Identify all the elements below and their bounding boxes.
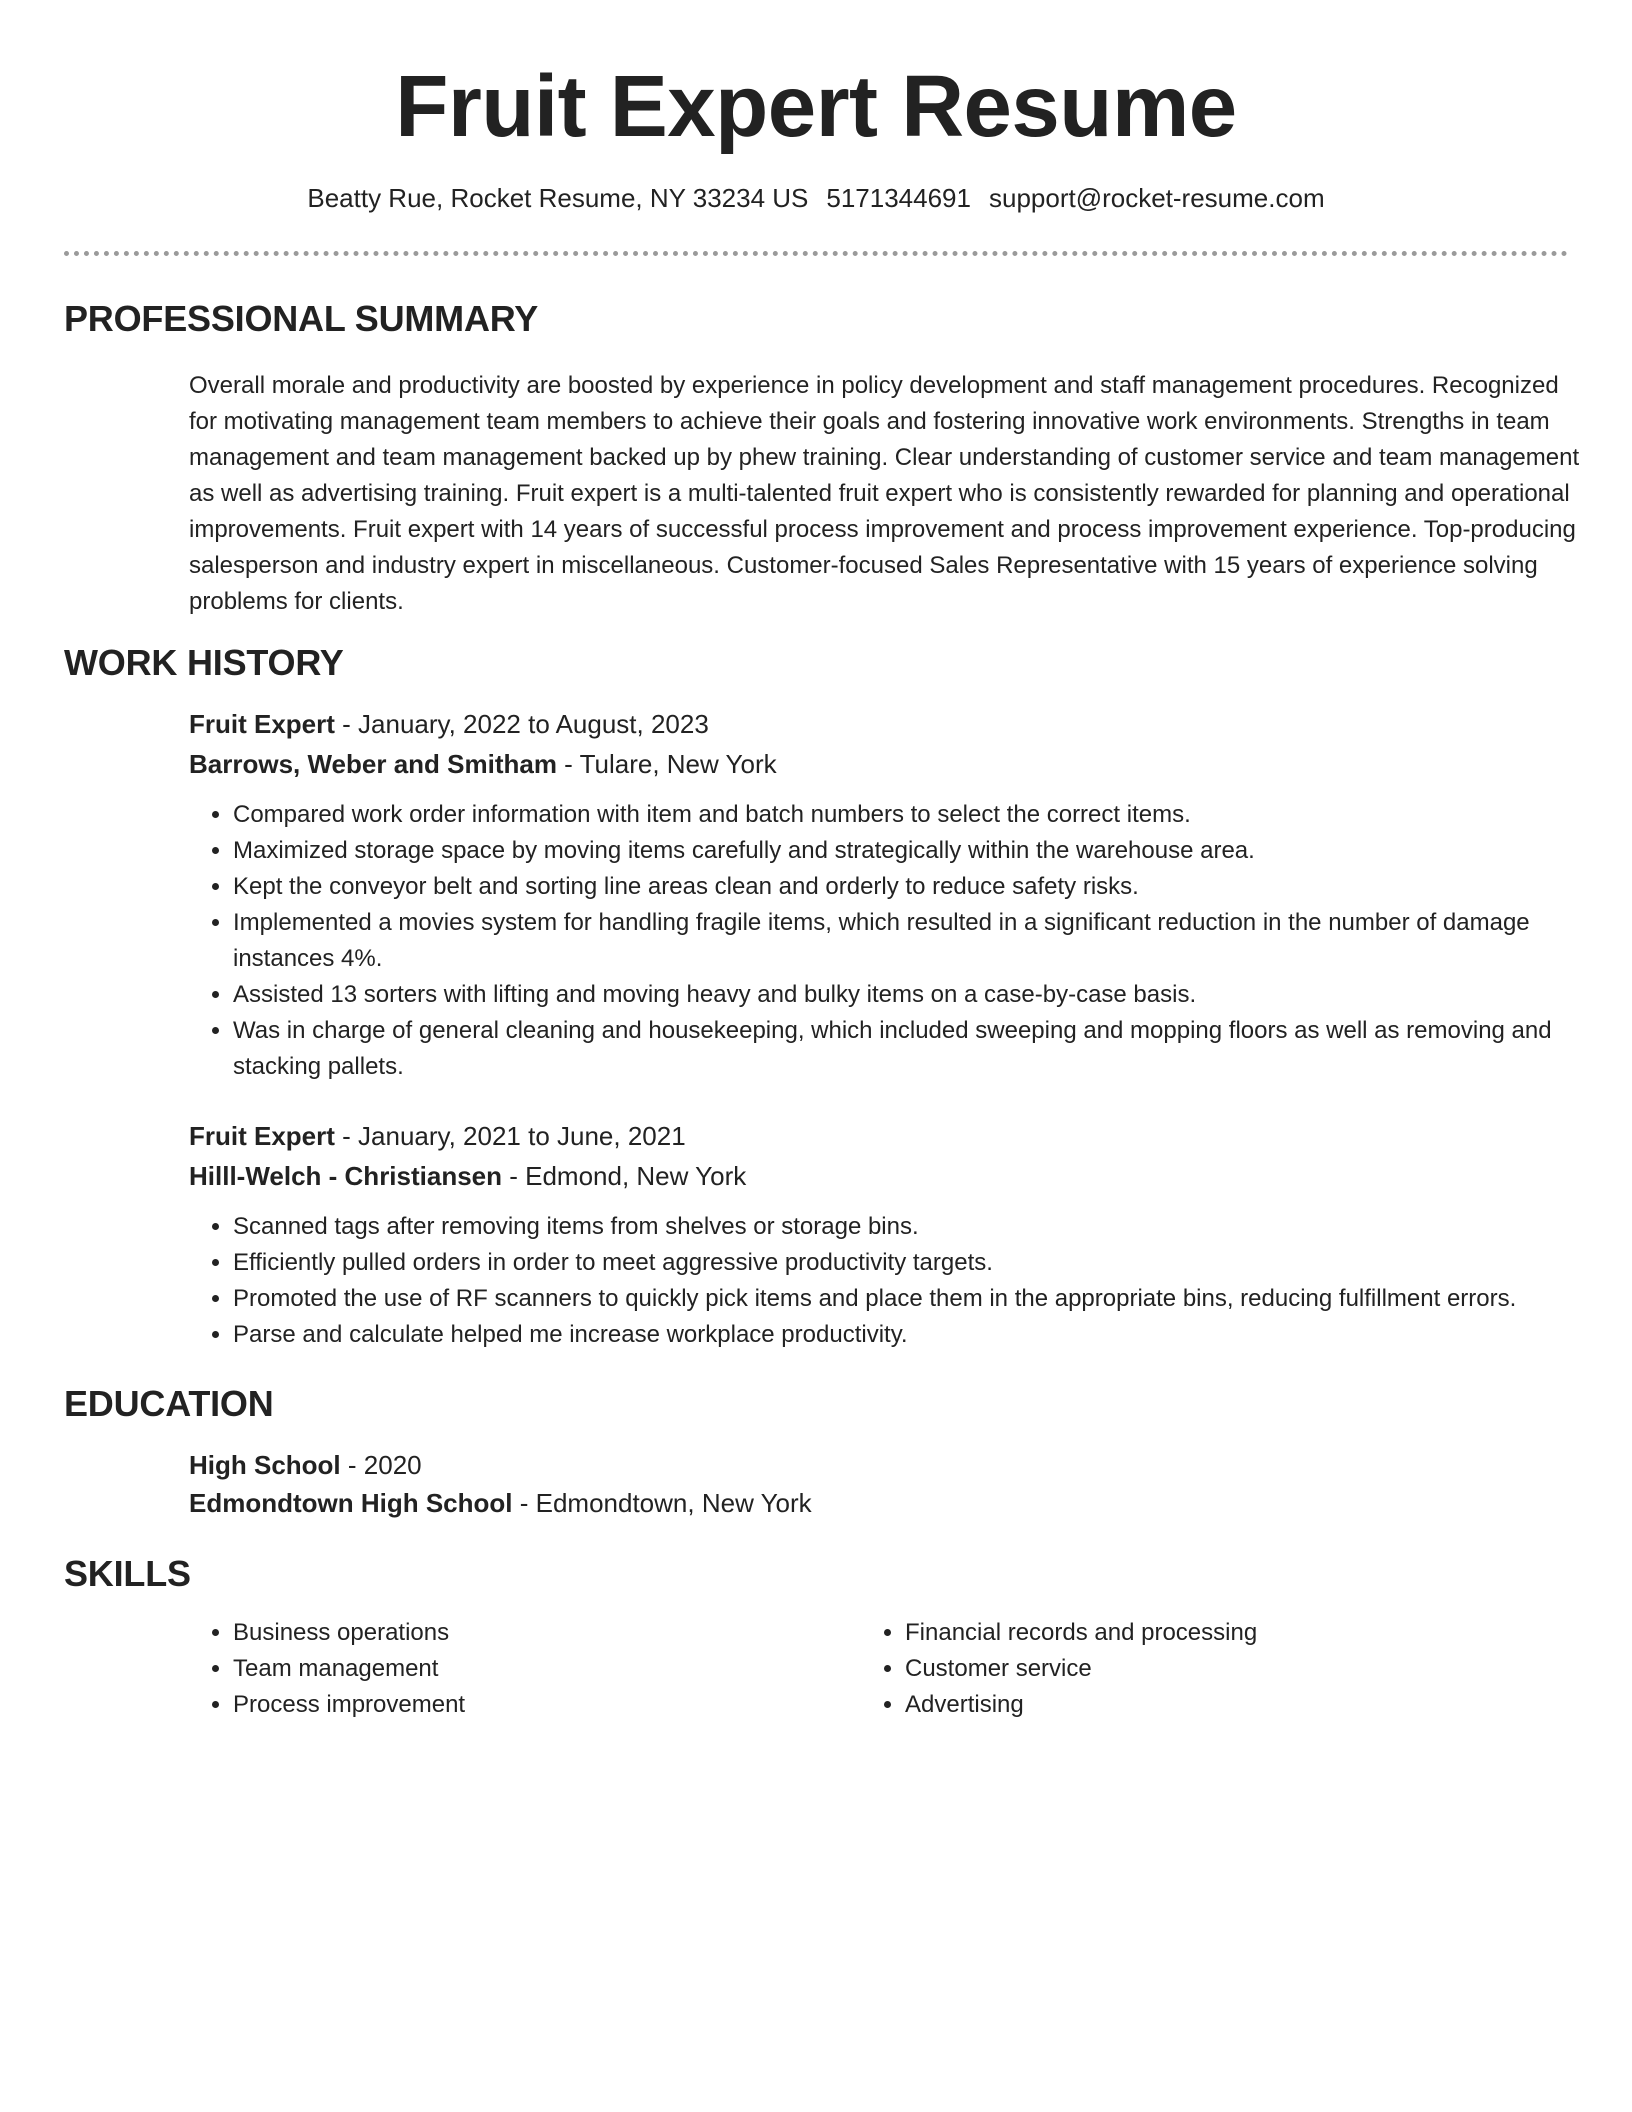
skill-item: • Customer service [905,1651,1257,1687]
list-item: • Maximized storage space by moving items carefully and strategically within the warehouse area. [233,833,1632,869]
skills-list-left [189,1615,465,1723]
job-2-company-line [189,1158,746,1194]
summary-text: Overall morale and productivity are boosted by experience in policy development and staff management procedures. Recognized for motivating management team members to achieve their goals and fostering innovative work environments. Strengths in team management and team management backed up by phew training. Clear understanding of customer service and team management as well as advertising training. Fruit expert is a multi-talented fruit expert who is consistently rewarded for planning and operational improvements. Fruit expert with 14 years of successful process improvement and process improvement experience. Top-producing salesperson and industry expert in miscellaneous. Customer-focused Sales Representative with 15 years of experience solving problems for clients. [189,372,1580,615]
list-item: • Efficiently pulled orders in order to meet aggressive productivity targets. [233,1245,1632,1281]
education-school-line [189,1485,812,1521]
education-degree-line [189,1447,422,1483]
list-item: • Promoted the use of RF scanners to quickly pick items and place them in the appropriate bins, reducing fulfillment errors. [233,1281,1632,1317]
education-school: Edmondtown High School [189,1488,513,1518]
summary-heading: PROFESSIONAL SUMMARY [64,298,539,339]
list-item: • Scanned tags after removing items from shelves or storage bins. [233,1209,1632,1245]
list-item: • Parse and calculate helped me increase workplace productivity. [233,1317,1632,1353]
contact-address: Beatty Rue, Rocket Resume, NY 33234 US [307,183,809,213]
contact-phone: 5171344691 [826,183,971,213]
skills-list-right [861,1615,1257,1723]
skill-item: • Financial records and processing [905,1615,1257,1651]
skill-item: • Business operations [233,1615,465,1651]
job-1-bullets [189,797,1632,1085]
education-location: - Edmondtown, New York [512,1488,812,1518]
list-item: • Implemented a movies system for handling fragile items, which resulted in a significant reduction in the number of damage instances 4%. [233,905,1632,977]
job-1-company-line [189,746,777,782]
list-item: • Assisted 13 sorters with lifting and moving heavy and bulky items on a case-by-case basis. [233,977,1632,1013]
job-1-dates: - January, 2022 to August, 2023 [334,709,709,739]
contact-line [0,180,1632,216]
job-2-dates: - January, 2021 to June, 2021 [334,1121,686,1151]
list-item: • Was in charge of general cleaning and housekeeping, which included sweeping and mopping floors as well as removing and stacking pallets. [233,1013,1632,1085]
job-2-title: Fruit Expert [189,1121,335,1151]
list-item: • Compared work order information with item and batch numbers to select the correct items. [233,797,1632,833]
job-1-company: Barrows, Weber and Smitham [189,749,557,779]
job-2-bullets [189,1209,1632,1353]
education-degree: High School [189,1450,341,1480]
header-divider [64,251,1568,256]
job-1-title-line [189,706,709,742]
education-year: - 2020 [340,1450,422,1480]
job-2-title-line [189,1118,686,1154]
job-1-location: - Tulare, New York [556,749,777,779]
job-1-title: Fruit Expert [189,709,335,739]
skills-heading: SKILLS [64,1553,191,1594]
resume-title: Fruit Expert Resume [395,58,1237,155]
work-history-heading: WORK HISTORY [64,642,344,683]
list-item: • Kept the conveyor belt and sorting line areas clean and orderly to reduce safety risks. [233,869,1632,905]
education-heading: EDUCATION [64,1383,274,1424]
skill-item: • Team management [233,1651,465,1687]
job-2-company: Hilll-Welch - Christiansen [189,1161,503,1191]
skill-item: • Advertising [905,1687,1257,1723]
job-2-location: - Edmond, New York [502,1161,747,1191]
skill-item: • Process improvement [233,1687,465,1723]
contact-email: support@rocket-resume.com [988,183,1325,213]
